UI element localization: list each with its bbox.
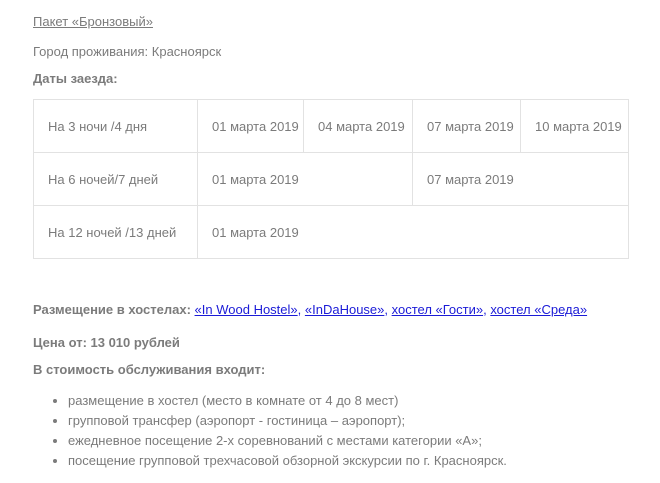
hostel-link[interactable]: «In Wood Hostel» bbox=[194, 302, 298, 317]
dates-table-body bbox=[34, 100, 629, 259]
date-cell: 07 марта 2019 bbox=[413, 100, 521, 153]
includes-list bbox=[33, 391, 630, 471]
date-cell: 01 марта 2019 bbox=[198, 153, 413, 206]
table-row bbox=[34, 100, 629, 153]
includes-heading: В стоимость обслуживания входит: bbox=[33, 362, 266, 377]
table-row bbox=[34, 206, 629, 259]
hostel-links bbox=[195, 302, 588, 317]
list-item: • размещение в хостел (место в комнате от 4 до 8 мест) bbox=[68, 391, 630, 411]
hostels-label: Размещение в хостелах: bbox=[33, 302, 191, 317]
stay-length-cell: На 12 ночей /13 дней bbox=[34, 206, 198, 259]
date-cell: 01 марта 2019 bbox=[198, 206, 629, 259]
stay-length-cell: На 6 ночей/7 дней bbox=[34, 153, 198, 206]
price-line: Цена от: 13 010 рублей bbox=[33, 335, 180, 350]
hostel-link[interactable]: «InDaHouse» bbox=[304, 302, 385, 317]
date-cell: 07 марта 2019 bbox=[413, 153, 629, 206]
city-line: Город проживания: Красноярск bbox=[33, 44, 222, 59]
link-separator: , bbox=[297, 302, 305, 317]
date-cell: 04 марта 2019 bbox=[304, 100, 413, 153]
link-separator: , bbox=[483, 302, 491, 317]
date-cell: 10 марта 2019 bbox=[521, 100, 629, 153]
table-row bbox=[34, 153, 629, 206]
list-item: • ежедневное посещение 2-х соревнований с местами категории «А»; bbox=[68, 431, 630, 451]
link-separator: , bbox=[384, 302, 392, 317]
package-title-link[interactable]: Пакет «Бронзовый» bbox=[33, 14, 153, 29]
stay-length-cell: На 3 ночи /4 дня bbox=[34, 100, 198, 153]
hostel-link[interactable]: хостел «Гости» bbox=[391, 302, 484, 317]
hostel-link[interactable]: хостел «Среда» bbox=[490, 302, 588, 317]
dates-table bbox=[33, 99, 629, 259]
list-item: • групповой трансфер (аэропорт - гостиница – аэропорт); bbox=[68, 411, 630, 431]
list-item: • посещение групповой трехчасовой обзорной экскурсии по г. Красноярск. bbox=[68, 451, 630, 471]
date-cell: 01 марта 2019 bbox=[198, 100, 304, 153]
hostels-line bbox=[33, 302, 630, 318]
dates-heading: Даты заезда: bbox=[33, 71, 118, 86]
